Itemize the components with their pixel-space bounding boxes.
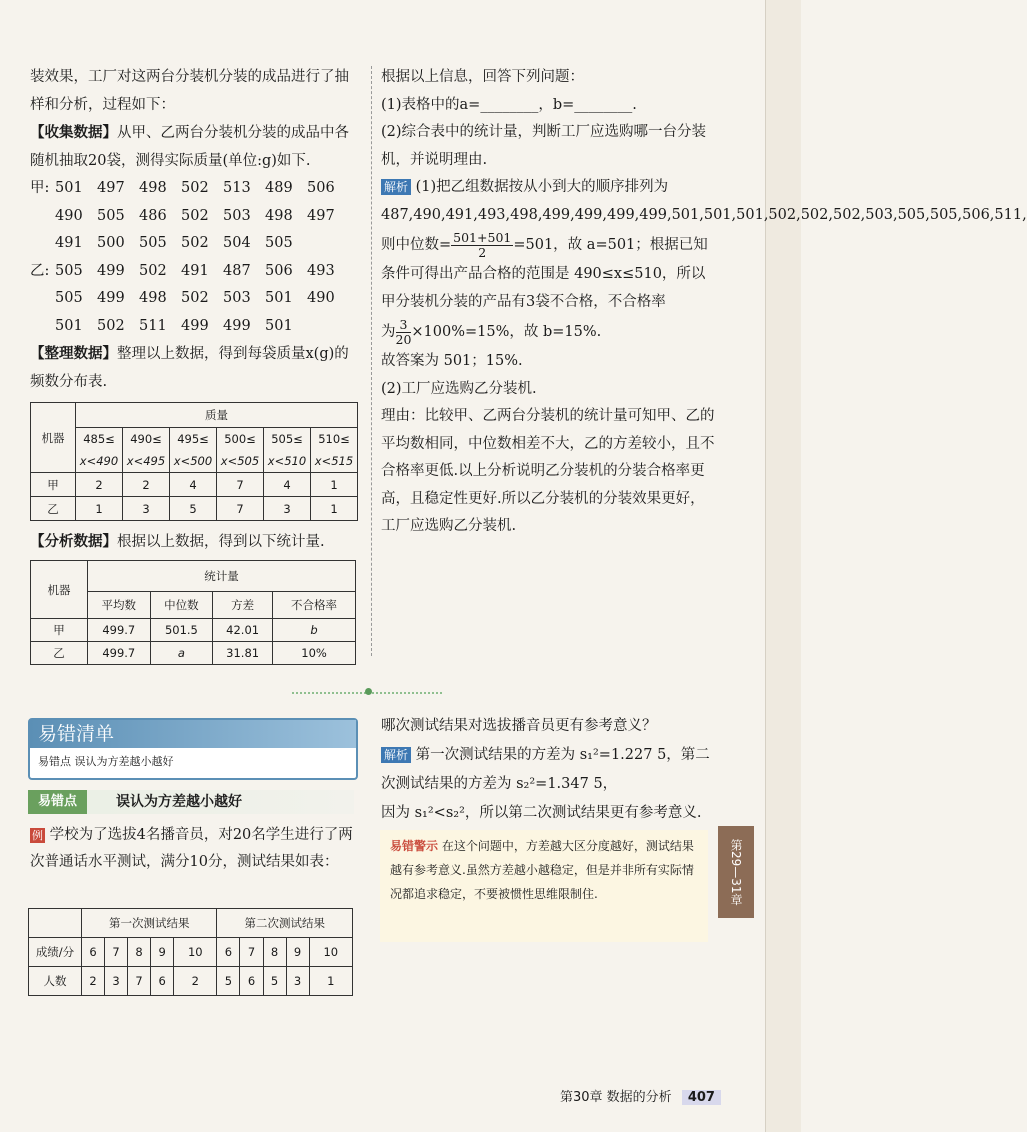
table-cell: 4 — [264, 473, 311, 497]
value: 501 — [265, 317, 293, 334]
numerator: 3 — [396, 318, 412, 333]
value: 493 — [307, 262, 335, 279]
banner-title: 易错清单 — [30, 720, 356, 748]
table-cell: 3 — [123, 497, 170, 521]
rate-line — [381, 316, 719, 348]
value: 503 — [223, 290, 251, 306]
text: =501，故 a=501；根据已知 — [513, 237, 708, 253]
row-label: 甲: — [30, 180, 50, 196]
denominator: 20 — [395, 331, 412, 347]
table-cell: 8 — [128, 938, 151, 967]
table-cell: 7 — [240, 938, 263, 967]
paragraph — [30, 528, 362, 557]
table-cell: 7 — [217, 497, 264, 521]
text: 则中位数= — [381, 237, 452, 253]
point-title: 误认为方差越小越好 — [116, 794, 242, 810]
table-cell: 42.01 — [213, 619, 273, 642]
table-cell: 2 — [123, 473, 170, 497]
value: 505 — [139, 235, 167, 251]
table-cell: 3 — [264, 497, 311, 521]
value: 499 — [223, 317, 251, 334]
paragraph — [30, 340, 362, 396]
table-cell: 9 — [151, 938, 174, 967]
value: 500 — [97, 235, 125, 251]
value: 502 — [181, 207, 209, 224]
mistake-point-bar — [28, 790, 354, 814]
value: 502 — [97, 317, 125, 334]
data-row — [30, 285, 362, 313]
table-cell: 乙 — [31, 642, 88, 665]
divider-dot — [365, 688, 372, 695]
table-cell: 人数 — [29, 967, 82, 996]
table-cell: 499.7 — [88, 619, 151, 642]
analysis-tag: 解析 — [381, 747, 411, 763]
table-cell: 10% — [273, 642, 356, 665]
value: 487 — [223, 262, 251, 279]
value: 490 — [307, 290, 335, 306]
paragraph: (2)工厂应选购乙分装机. — [381, 380, 537, 397]
table-row — [29, 967, 353, 996]
table-header: 第一次测试结果 — [82, 909, 217, 938]
mistake-list-banner — [28, 718, 358, 780]
section-label: 【收集数据】 — [30, 124, 117, 141]
example-block — [30, 822, 356, 876]
value: 498 — [139, 290, 167, 306]
value: 502 — [181, 235, 209, 251]
table-cell: 乙 — [31, 497, 76, 521]
example-text: 学校为了选拔4名播音员，对20名学生进行了两次普通话水平测试，满分10分，测试结果如表： — [30, 827, 353, 870]
question-1: (1)表格中的a=________，b=________. — [381, 96, 637, 113]
banner-subtitle: 易错点 误认为方差越小越好 — [38, 755, 174, 768]
table-cell: 1 — [309, 967, 352, 996]
value: 499 — [97, 262, 125, 279]
value: 486 — [139, 207, 167, 224]
table-header: 平均数 — [88, 592, 151, 619]
column-divider — [371, 66, 372, 656]
table-header: 495≤ x<500 — [170, 428, 217, 473]
table-cell: 3 — [105, 967, 128, 996]
denominator: 2 — [478, 244, 487, 260]
table-cell: 6 — [151, 967, 174, 996]
table-cell: 5 — [217, 967, 240, 996]
value: 502 — [181, 180, 209, 196]
numerator: 501+501 — [453, 229, 512, 245]
analysis-tag: 解析 — [381, 179, 411, 195]
table-cell: 10 — [174, 938, 217, 967]
footer-chapter: 第30章 数据的分析 — [560, 1090, 672, 1105]
table-row — [31, 497, 358, 521]
value: 511 — [139, 317, 167, 334]
table-cell: 7 — [128, 967, 151, 996]
fraction — [396, 318, 412, 347]
table-header: 第二次测试结果 — [217, 909, 353, 938]
table-cell: 9 — [286, 938, 309, 967]
value: 506 — [265, 262, 293, 279]
value: 497 — [97, 180, 125, 196]
paragraph: 故答案为 501；15%. — [381, 353, 523, 369]
solution-paragraph — [381, 174, 1027, 229]
paragraph: 条件可得出产品合格的范围是 490≤x≤510，所以甲分装机分装的产品有3袋不合格，不合格率 — [381, 266, 706, 310]
value: 513 — [223, 180, 251, 196]
table-cell: 4 — [170, 473, 217, 497]
analyze-paragraph — [30, 528, 362, 557]
paragraph: 理由：比较甲、乙两台分装机的统计量可知甲、乙的平均数相同，中位数相差不大，乙的方差较小，且不合格率更低.以上分析说明乙分装机的分装合格率更高，且稳定性更好.所以乙分装机的分装效果更好，工厂应选购乙分装机. — [381, 408, 715, 534]
value: 498 — [265, 207, 293, 224]
row-label: 乙: — [30, 262, 50, 279]
table-cell: 3 — [286, 967, 309, 996]
point-tag: 易错点 — [28, 790, 87, 814]
table-cell: 7 — [217, 473, 264, 497]
data-jia — [30, 175, 362, 258]
paragraph: 根据以上信息，回答下列问题： — [381, 69, 584, 85]
right-column — [381, 64, 1027, 541]
table-row — [31, 642, 356, 665]
value: 491 — [55, 235, 83, 251]
table-cell: 31.81 — [213, 642, 273, 665]
table-header: 中位数 — [150, 592, 213, 619]
table-cell: 2 — [76, 473, 123, 497]
table-header: 机器 — [31, 403, 76, 473]
paragraph-text: (1)把乙组数据按从小到大的顺序排列为487,490,491,493,498,499,499,499,499,501,501,501,502,502,502,503,505,505,506,511, — [381, 179, 1027, 223]
value: 497 — [307, 207, 335, 224]
frequency-table — [30, 402, 358, 521]
warning-box — [380, 830, 708, 942]
table-cell: 6 — [240, 967, 263, 996]
table-header: 490≤ x<495 — [123, 428, 170, 473]
value: 490 — [55, 207, 83, 224]
value: 505 — [55, 290, 83, 306]
table-cell: 1 — [311, 473, 358, 497]
table-cell: 5 — [263, 967, 286, 996]
table-cell: 7 — [105, 938, 128, 967]
data-row — [30, 175, 362, 203]
table-cell: 1 — [311, 497, 358, 521]
value: 504 — [223, 235, 251, 251]
value: 502 — [181, 290, 209, 306]
solution-paragraph — [381, 741, 711, 799]
table-header: 不合格率 — [273, 592, 356, 619]
value: 503 — [223, 207, 251, 224]
value: 502 — [139, 262, 167, 279]
table-header: 500≤ x<505 — [217, 428, 264, 473]
table-header: 质量 — [76, 403, 358, 428]
section-label: 【分析数据】 — [30, 533, 117, 550]
table-cell: 成绩/分 — [29, 938, 82, 967]
table-cell: a — [150, 642, 213, 665]
question-2: (2)综合表中的统计量，判断工厂应选购哪一台分装机，并说明理由. — [381, 124, 707, 168]
text: 为 — [381, 324, 396, 340]
paragraph — [30, 119, 362, 175]
table-cell: 1 — [76, 497, 123, 521]
data-yi — [30, 258, 362, 341]
table-header: 机器 — [31, 561, 88, 619]
table-header: 统计量 — [88, 561, 356, 592]
paragraph-text: 根据以上数据，得到以下统计量. — [117, 534, 325, 550]
paragraph: 哪次测试结果对选拔播音员更有参考意义？ — [381, 718, 657, 734]
table-row — [31, 619, 356, 642]
value: 506 — [307, 180, 335, 196]
paragraph-text: 第一次测试结果的方差为 s₁²=1.227 5，第二次测试结果的方差为 s₂²=1.347 5， — [381, 747, 710, 792]
value: 499 — [97, 290, 125, 306]
page-edge — [765, 0, 801, 1132]
table-cell: 5 — [170, 497, 217, 521]
warning-text: 在这个问题中，方差越大区分度越好，测试结果越有参考意义.虽然方差越小越稳定，但是并非所有实际情况都追求稳定，不要被惯性思维限制住. — [390, 839, 694, 901]
table-cell: 8 — [263, 938, 286, 967]
left-column — [30, 64, 362, 396]
value: 501 — [55, 317, 83, 334]
table-cell: 501.5 — [150, 619, 213, 642]
table-cell: 6 — [217, 938, 240, 967]
text: ×100%=15%，故 b=15%. — [411, 324, 602, 340]
example-tag: 例 — [32, 829, 43, 842]
data-row — [30, 203, 362, 231]
table-header — [29, 909, 82, 938]
fraction — [451, 231, 513, 260]
data-row — [30, 230, 362, 258]
data-row — [30, 258, 362, 286]
value: 489 — [265, 180, 293, 196]
table-header: 485≤ x<490 — [76, 428, 123, 473]
statistics-table — [30, 560, 356, 665]
table-row — [29, 938, 353, 967]
paragraph-text: 从甲、乙两台分装机分装的成品中各随机抽取20袋，测得实际质量(单位:g)如下. — [30, 125, 349, 169]
right-bottom-text — [381, 712, 711, 828]
table-cell: 6 — [82, 938, 105, 967]
value: 499 — [181, 317, 209, 334]
page-number: 407 — [682, 1090, 721, 1105]
chapter-tab: 第29—31章 — [718, 826, 754, 918]
table-cell: 甲 — [31, 619, 88, 642]
value: 505 — [265, 235, 293, 251]
table-cell: 2 — [174, 967, 217, 996]
value: 501 — [265, 290, 293, 306]
paragraph-text: 整理以上数据，得到每袋质量x(g)的频数分布表. — [30, 346, 349, 390]
value: 491 — [181, 262, 209, 279]
page-footer — [560, 1086, 721, 1105]
paragraph: 装效果，工厂对这两台分装机分装的成品进行了抽样和分析，过程如下： — [30, 69, 349, 113]
table-cell: 2 — [82, 967, 105, 996]
score-table — [28, 908, 353, 996]
value: 505 — [55, 262, 83, 279]
value: 498 — [139, 180, 167, 196]
table-header: 方差 — [213, 592, 273, 619]
table-cell: b — [273, 619, 356, 642]
table-row — [31, 473, 358, 497]
table-cell: 甲 — [31, 473, 76, 497]
table-header: 505≤ x<510 — [264, 428, 311, 473]
table-header: 510≤ x<515 — [311, 428, 358, 473]
section-label: 【整理数据】 — [30, 345, 117, 362]
warning-tag: 易错警示 — [390, 839, 439, 853]
data-row — [30, 313, 362, 341]
median-line — [381, 229, 719, 261]
table-cell: 499.7 — [88, 642, 151, 665]
table-cell: 10 — [309, 938, 352, 967]
paragraph: 因为 s₁²<s₂²，所以第二次测试结果更有参考意义. — [381, 805, 702, 821]
value: 505 — [97, 207, 125, 224]
value: 501 — [55, 180, 83, 196]
